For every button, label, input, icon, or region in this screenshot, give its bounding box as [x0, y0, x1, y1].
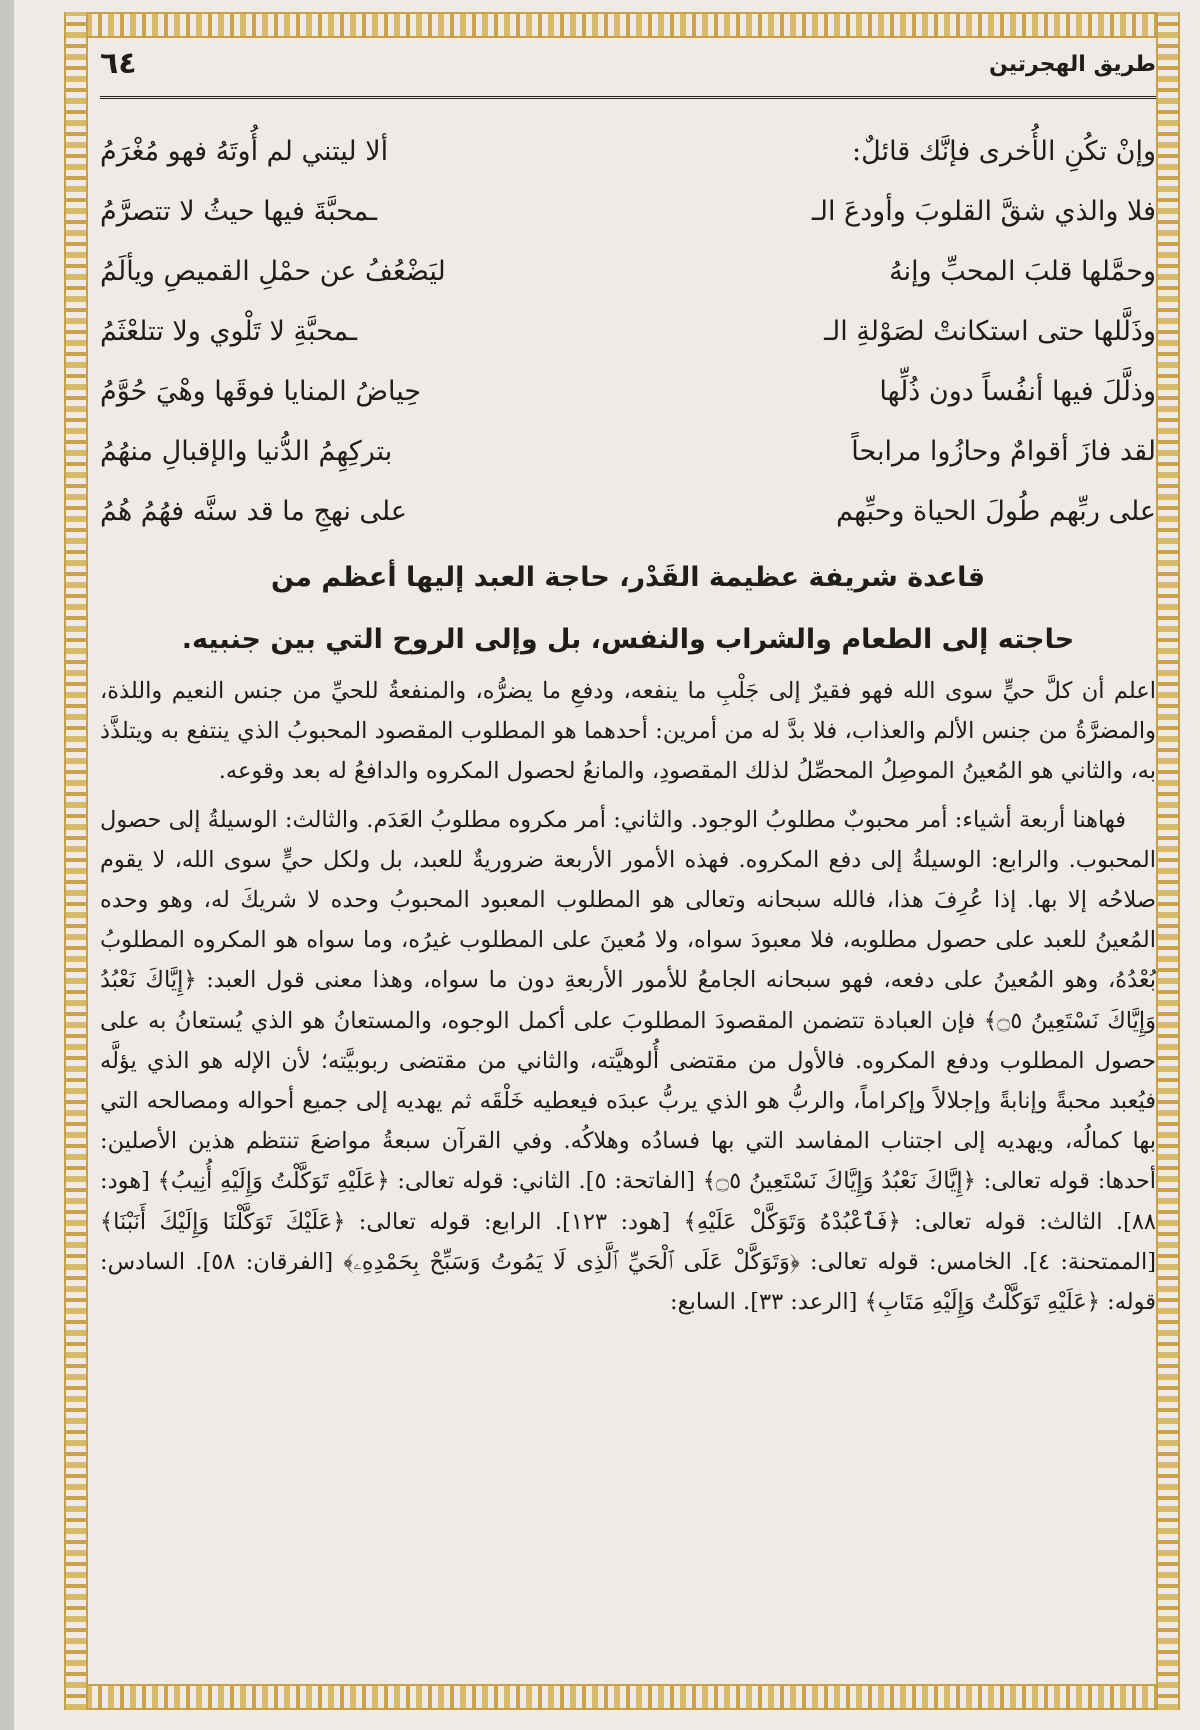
page-number: ٦٤ [100, 46, 137, 81]
poem-hemistich-first: لقد فازَ أقوامٌ وحازُوا مرابحاً [851, 435, 1156, 467]
section-heading-line: قاعدة شريفة عظيمة القَدْر، حاجة العبد إليها أعظم من [271, 562, 985, 593]
poem-line [100, 241, 1156, 301]
poem-line [100, 361, 1156, 421]
ornamental-border-right [1156, 12, 1180, 1710]
poem-line [100, 421, 1156, 481]
poem-hemistich-second: ـمحبَّةَ فيها حيثُ لا تتصرَّمُ [100, 195, 378, 227]
poem-line [100, 121, 1156, 181]
poem-hemistich-second: حِياضُ المنايا فوقَها وهْيَ حُوَّمُ [100, 375, 422, 407]
ornamental-border-left [64, 12, 88, 1710]
poem-hemistich-second: على نهجِ ما قد سنَّه فهُمُ هُمُ [100, 495, 407, 527]
poem-hemistich-second: بتركِهِمُ الدُّنيا والإقبالِ منهُمُ [100, 435, 393, 467]
page-content [100, 42, 1156, 1678]
poem-hemistich-second: ـمحبَّةِ لا تَلْوي ولا تتلعْثَمُ [100, 315, 358, 347]
section-heading-line: حاجته إلى الطعام والشراب والنفس، بل وإلى الروح التي بين جنبيه. [181, 624, 1075, 655]
section-heading [100, 547, 1156, 671]
poem-hemistich-first: فلا والذي شقَّ القلوبَ وأودعَ الـ [811, 195, 1156, 227]
poem-hemistich-first: وحمَّلها قلبَ المحبِّ وإنهُ [889, 255, 1156, 287]
poem-hemistich-first: وذلَّلَ فيها أنفُساً دون ذُلِّها [879, 375, 1156, 407]
book-page [14, 0, 1200, 1730]
poem-hemistich-second: ألا ليتني لم أُوتَهُ فهو مُغْرَمُ [100, 135, 389, 167]
poem-hemistich-first: وإنْ تكُنِ الأُخرى فإنَّك قائلٌ: [852, 135, 1156, 167]
poem-hemistich-second: ليَضْعُفُ عن حمْلِ القميصِ ويألَمُ [100, 255, 446, 287]
poem-hemistich-first: وذَلَّلها حتى استكانتْ لصَوْلةِ الـ [824, 315, 1156, 347]
poem-line [100, 301, 1156, 361]
running-header [100, 42, 1156, 99]
poem-hemistich-first: على ربِّهم طُولَ الحياة وحبِّهم [836, 495, 1156, 527]
body-paragraph: فهاهنا أربعة أشياء: أمر محبوبٌ مطلوبُ الوجود. والثاني: أمر مكروه مطلوبُ العَدَم. والثالث: الوسيلةُ إلى حصول المحبوب. والرابع: الوسيلةُ إلى دفع المكروه. فهذه الأمور الأربعة ضروريةٌ للعبد، بل ولكل حيٍّ سوى الله، لا يقوم صلاحُه إلا بها. إذا عُرِفَ هذا، فالله سبحانه وتعالى هو المطلوب المعبود المحبوبُ وحده لا شريكَ له، وهو وحده المُعينُ للعبد على حصول مطلوبه، فلا معبودَ سواه، ولا مُعينَ على المطلوب غيرُه، وما سواه هو المكروه المطلوبُ بُعْدُهُ، وهو المُعينُ على دفعه، فهو سبحانه الجامعُ للأمور الأربعةِ دون ما سواه، وهذا معنى قول العبد: ﴿إِيَّاكَ نَعْبُدُ وَإِيَّاكَ نَسْتَعِينُ ۝٥﴾ فإن العبادة تتضمن المقصودَ المطلوبَ على أكمل الوجوه، والمستعانُ هو الذي يُستعانُ به على حصول المطلوب ودفع المكروه. فالأول من مقتضى أُلوهيَّته، والثاني من مقتضى ربوبيَّته؛ لأن الإله هو الذي يؤلَّه فيُعبد محبةً وإنابةً وإجلالاً وإكراماً، والربُّ هو الذي يربُّ عبدَه فيعطيه خَلْقَه ثم يهديه إلى جميع أحواله ومصالحه التي بها كمالُه، ويهديه إلى اجتناب المفاسد التي بها فسادُه وهلاكُه. وفي القرآن سبعةُ مواضعَ تنتظم هذين الأصلين: أحدها: قوله تعالى: ﴿إِيَّاكَ نَعْبُدُ وَإِيَّاكَ نَسْتَعِينُ ۝٥﴾ [الفاتحة: ٥]. الثاني: قوله تعالى: ﴿عَلَيْهِ تَوَكَّلْتُ وَإِلَيْهِ أُنِيبُ﴾ [هود: ٨٨]. الثالث: قوله تعالى: ﴿فَٱعْبُدْهُ وَتَوَكَّلْ عَلَيْهِ﴾ [هود: ١٢٣]. الرابع: قوله تعالى: ﴿عَلَيْكَ تَوَكَّلْنَا وَإِلَيْكَ أَنَبْنَا﴾ [الممتحنة: ٤]. الخامس: قوله تعالى: ﴿وَتَوَكَّلْ عَلَى ٱلْحَيِّ ٱلَّذِى لَا يَمُوتُ وَسَبِّحْ بِحَمْدِهِۦ﴾ [الفرقان: ٥٨]. السادس: قوله: ﴿عَلَيْهِ تَوَكَّلْتُ وَإِلَيْهِ مَتَابِ﴾ [الرعد: ٣٣]. السابع: [100, 806, 1157, 1316]
book-title: طريق الهجرتين [988, 52, 1156, 77]
poem [100, 121, 1156, 541]
body-paragraph: اعلم أن كلَّ حيٍّ سوى الله فهو فقيرٌ إلى جَلْبِ ما ينفعه، ودفعِ ما يضرُّه، والمنفعةُ للحيِّ من جنس النعيم واللذة، والمضرَّةُ من جنس الألم والعذاب، فلا بدَّ له من أمرين: أحدهما هو المطلوب المقصود المحبوبُ الذي ينتفع به ويتلذَّذ به، والثاني هو المُعينُ الموصِلُ المحصِّلُ لذلك المقصودِ، والمانعُ لحصول المكروه والدافعُ له بعد وقوعه. [100, 678, 1156, 785]
ornamental-border-bottom [64, 1684, 1180, 1710]
poem-line [100, 481, 1156, 541]
ornamental-border-top [64, 12, 1180, 38]
poem-line [100, 181, 1156, 241]
